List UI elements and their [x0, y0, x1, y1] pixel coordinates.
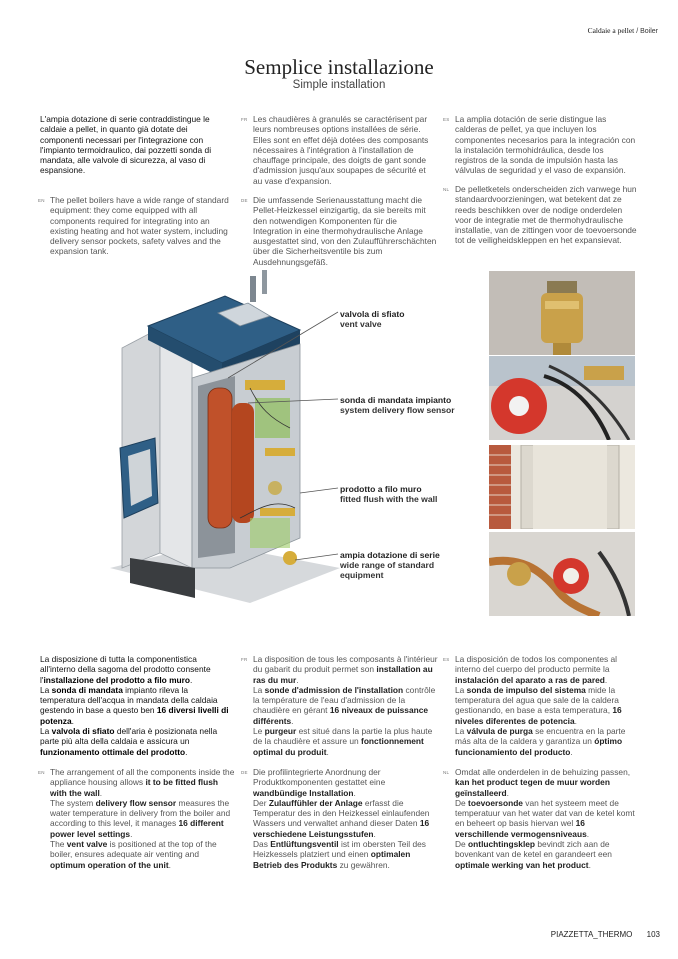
- brass-manifold: [245, 380, 285, 390]
- emphasis: installazione del prodotto a filo muro: [43, 674, 191, 685]
- callout-it: ampia dotazione di serie: [340, 550, 440, 560]
- flue-pipe: [250, 276, 256, 302]
- intro-fr-text: Les chaudières à granulés se caractérisent par leurs nombreuses options installées de série. Elles sont en effet déjà dotées des composants nécessaires à l'intégration à l'installation de chauffage principale, des doigts de gant sonde d'admission jusqu'aux soupapes de sécurité et au vase d'expansion.: [253, 114, 429, 186]
- callout-en: system delivery flow sensor: [340, 405, 455, 415]
- text: impianto rileva la temperatura dell'acqua in mandata della caldaia gestendo in base a questo ben: [40, 684, 218, 716]
- red-tank: [208, 388, 232, 528]
- callout-en-2: equipment: [340, 570, 384, 580]
- intro-es-text: La amplia dotación de serie distingue las calderas de pellet, ya que incluyen los componentes necesarios para la integración con la instalación termohidráulica, desde los registros de la sonda de impulsión hasta las válvulas de seguridad y el vaso de expansión.: [455, 114, 636, 176]
- emphasis: sonda di mandata: [51, 684, 123, 695]
- intro-de: [241, 195, 438, 267]
- emphasis: wandbündige Installation: [253, 787, 354, 798]
- callout-equipment: [340, 550, 440, 580]
- text: Die profilintegrierte Anordnung der Produktkomponenten gestattet eine: [253, 767, 386, 788]
- callout-flush: [340, 484, 437, 504]
- text: La: [455, 726, 467, 737]
- text: .: [574, 715, 577, 726]
- intro-it: L'ampia dotazione di serie contraddistingue le caldaie a pellet, in quanto già dotate dei componenti necessari per l'integrazione con l'impianto termoidraulico, dai pozzetti sonda di mandata, alle valvole di sicurezza, al vaso di espansione.: [40, 114, 212, 176]
- text: La disposizione di tutta la componentistica all'interno della sagoma del prodotto consente l': [40, 654, 211, 685]
- lang-tag: ES: [443, 117, 450, 122]
- text: La: [253, 684, 265, 695]
- lang-tag: ES: [443, 657, 450, 662]
- callout-it: sonda di mandata impianto: [340, 395, 452, 405]
- text: La disposición de todos los componentes al interno del cuerpo del producto permite la: [455, 654, 618, 675]
- text: .: [291, 715, 294, 726]
- bottom-fr: [241, 654, 438, 757]
- page-title: Semplice installazione: [244, 55, 434, 79]
- flue-pipe-2: [262, 270, 267, 294]
- leader-line-equipment: [295, 554, 338, 560]
- emphasis: Zulauffühler der Anlage: [268, 797, 363, 808]
- boiler-cutaway-illustration: [100, 268, 345, 608]
- section-name: Caldaie a pellet: [587, 26, 635, 35]
- text: contrôle la température de l'eau d'admission de la chaudière en gérant: [253, 684, 436, 716]
- text: .: [588, 859, 591, 870]
- text: zu gewähren.: [337, 859, 390, 870]
- callout-en: vent valve: [340, 319, 382, 329]
- intro-en-text: The pellet boilers have a wide range of standard equipment: they come equipped with all components required for integrating into an existing heating and hot water system, including delivery sensor pockets, safety valves and the expansion tank.: [50, 195, 229, 257]
- text: ist im obersten Teil des Heizkessels platziert und einen: [253, 839, 426, 860]
- photo-delivery-sensor: [489, 356, 635, 440]
- text: Das: [253, 839, 271, 850]
- photo-vent-valve: [489, 271, 635, 355]
- bottom-es: [443, 654, 640, 757]
- ash-door-window: [128, 449, 152, 506]
- emphasis: optimale werking van het product: [455, 859, 589, 870]
- section-sub: / Boiler: [636, 28, 658, 35]
- text: .: [326, 746, 329, 757]
- callout-en: wide range of standard: [340, 560, 435, 570]
- emphasis: 16 verschillende vermogensniveaus: [455, 818, 587, 839]
- text: The system: [50, 797, 96, 808]
- lang-tag: DE: [241, 198, 248, 203]
- callout-delivery-sensor: [340, 395, 455, 415]
- emphasis: sonde d'admission de l'installation: [264, 684, 404, 695]
- emphasis: optimum operation of the unit: [50, 859, 169, 870]
- text: .: [190, 674, 193, 685]
- emphasis: 16 niveaux de puissance différents: [253, 705, 429, 726]
- intro-de-text: Die umfassende Serienausstattung macht die Pellet-Heizkessel einzigartig, da sie bereits mit den notwendigen Komponenten für die Integration in eine thermohydraulische Anlage ausgestattet sind, von den Zulaufführerschächten über die Sicherheitsventile bis zum Ausdehnungsgefäß.: [253, 195, 437, 267]
- lang-tag: DE: [241, 770, 248, 775]
- text: .: [506, 787, 509, 798]
- page-number: 103: [646, 930, 660, 939]
- bottom-it: [40, 654, 232, 757]
- emphasis: optimalen Betrieb des Produkts: [253, 849, 411, 870]
- green-component-2: [250, 518, 290, 548]
- text: measures the water temperature in delivery from the boiler and according to this level, it manages: [50, 797, 231, 829]
- lang-tag: FR: [241, 657, 248, 662]
- lang-tag: NL: [443, 770, 450, 775]
- bottom-de: [241, 767, 438, 870]
- red-tank-2: [232, 403, 254, 523]
- text: La: [455, 684, 467, 695]
- text: .: [168, 859, 171, 870]
- lang-tag: NL: [443, 187, 450, 192]
- lang-tag: EN: [38, 198, 45, 203]
- fitting: [283, 551, 297, 565]
- emphasis: 16 different power level settings: [50, 818, 224, 839]
- intro-fr: [241, 114, 435, 186]
- emphasis: kan het product tegen de muur worden geïnstalleerd: [455, 777, 610, 798]
- text: .: [570, 746, 573, 757]
- emphasis: 16 diversi livelli di potenza: [40, 705, 229, 726]
- emphasis: fonctionnement optimal du produit: [253, 736, 424, 757]
- photo-flush-wall: [489, 445, 635, 529]
- text: Omdat alle onderdelen in de behuizing passen,: [455, 767, 631, 777]
- brand-name: PIAZZETTA_THERMO: [550, 930, 633, 939]
- text: bevindt zich aan de bovenkant van de ketel en garandeert een: [455, 839, 612, 860]
- text: De: [455, 839, 469, 850]
- text: La disposition de tous les composants à l'intérieur du gabarit du produit permet son: [253, 654, 438, 675]
- page-subtitle: Simple installation: [292, 79, 386, 91]
- callout-vent-valve: [340, 309, 404, 329]
- callout-it: prodotto a filo muro: [340, 484, 422, 494]
- intro-nl: [443, 184, 637, 246]
- text: .: [604, 674, 608, 685]
- emphasis: vent valve: [66, 839, 108, 850]
- emphasis: installation au ras du mur: [253, 664, 433, 685]
- text: erfasst die Temperatur des in den Heizkessel einlaufenden Wassers und verwaltet anhand dieser Daten: [253, 797, 430, 829]
- leader-line-flush: [300, 488, 338, 493]
- text: La: [40, 726, 52, 737]
- emphasis: instalación del aparato a ras de pared: [455, 674, 605, 685]
- text: .: [586, 828, 590, 839]
- text: dell'aria è posizionata nella parte più alta della caldaia e assicura un: [40, 726, 218, 747]
- emphasis: válvula de purga: [466, 726, 533, 737]
- text: .: [185, 746, 188, 757]
- text: The arrangement of all the components inside the appliance housing allows: [50, 767, 235, 788]
- emphasis: sonda de impulso del sistema: [466, 684, 586, 695]
- callout-en: fitted flush with the wall: [340, 494, 438, 504]
- text: .: [130, 828, 133, 839]
- emphasis: it to be fitted flush with the wall: [50, 777, 219, 798]
- lang-tag: FR: [241, 117, 248, 122]
- section-header: [588, 26, 658, 35]
- brass-pipe: [265, 448, 295, 456]
- text: De: [455, 797, 469, 808]
- text: van het systeem meet de temperatuur van het water dat van de ketel komt en beheert op basis hiervan wel: [455, 797, 635, 829]
- intro-es: [443, 114, 637, 176]
- emphasis: funzionamento ottimale del prodotto: [40, 746, 186, 757]
- text: .: [296, 674, 299, 685]
- text: .: [353, 787, 356, 798]
- emphasis: valvola di sfiato: [51, 726, 115, 737]
- front-panel: [160, 328, 192, 568]
- page-footer: [551, 930, 660, 939]
- emphasis: delivery flow sensor: [95, 797, 177, 808]
- lang-tag: EN: [38, 770, 45, 775]
- text: se encuentra en la parte más alta de la caldera y garantiza un: [455, 726, 626, 747]
- text: mide la temperatura del agua que sale de la caldera gestionando, en base a esta temperatura,: [455, 684, 619, 716]
- green-component: [255, 398, 290, 438]
- text: .: [99, 787, 103, 798]
- text: is positioned at the top of the boiler, ensures adequate air venting and: [50, 839, 217, 860]
- emphasis: ontluchtingsklep: [468, 839, 536, 850]
- emphasis: 16 niveles diferentes de potencia: [455, 705, 622, 726]
- text: The: [50, 839, 67, 850]
- text: .: [373, 828, 376, 839]
- callout-it: valvola di sfiato: [340, 309, 405, 319]
- text: .: [71, 715, 74, 726]
- intro-en: [38, 195, 232, 257]
- bottom-nl: [443, 767, 640, 870]
- text: Le: [253, 726, 265, 737]
- intro-nl-text: De pelletketels onderscheiden zich vanwege hun standaardvoorzieningen, wat betekent dat ze reeds beschikken over de nodige onderdelen voor de integratie met de thermohydraulische installatie, van de zittingen voor de toevoersonde tot de veiligheidskleppen en het expansievat.: [455, 184, 637, 246]
- bottom-en: [38, 767, 235, 870]
- emphasis: toevoersonde: [468, 797, 523, 808]
- emphasis: purgeur: [264, 726, 297, 737]
- text: est situé dans la partie la plus haute de la chaudière et assure un: [253, 726, 433, 747]
- pump: [268, 481, 282, 495]
- text: Der: [253, 797, 269, 808]
- emphasis: óptimo funcionamiento del producto: [455, 736, 623, 757]
- brass-pipe-2: [260, 508, 295, 516]
- emphasis: 16 verschiedene Leistungsstufen: [253, 818, 430, 839]
- emphasis: Entlüftungsventil: [270, 839, 339, 850]
- photo-standard-equipment: [489, 532, 635, 616]
- text: La: [40, 684, 52, 695]
